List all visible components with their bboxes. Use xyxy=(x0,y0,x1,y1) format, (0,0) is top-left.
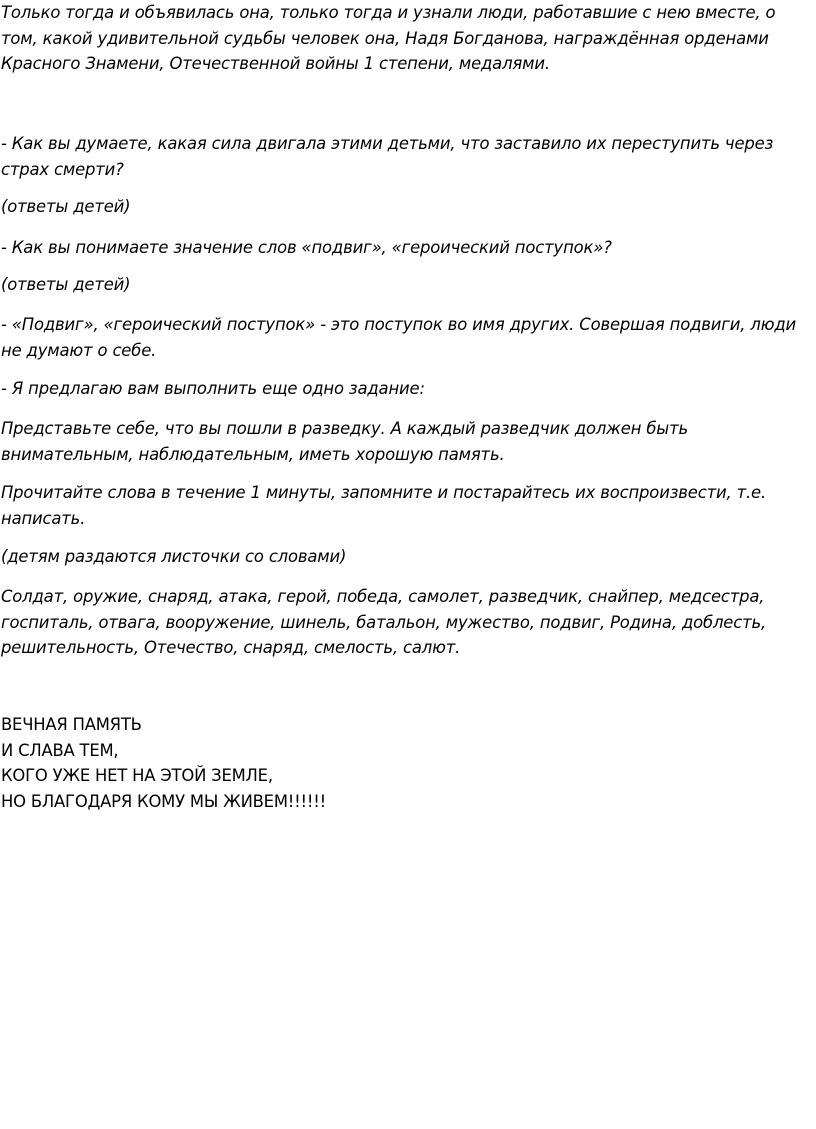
paragraph-task-intro: - Я предлагаю вам выполнить еще одно задание: xyxy=(1,379,425,398)
paragraph-children-answers: (ответы детей) xyxy=(1,197,131,216)
paragraph-read-words: Прочитайте слова в течение 1 минуты, запомните и постарайтесь их воспроизвести, т.е. написать. xyxy=(1,483,767,528)
memorial-verse xyxy=(1,712,326,814)
paragraph-children-answers-2: (ответы детей) xyxy=(1,275,131,294)
paragraph-question-strength: - Как вы думаете, какая сила двигала этими детьми, что заставило их переступить через страх смерти? xyxy=(1,134,774,179)
paragraph-question-feat: - Как вы понимаете значение слов «подвиг», «героический поступок»? xyxy=(1,238,612,257)
paragraph-word-list: Солдат, оружие, снаряд, атака, герой, победа, самолет, разведчик, снайпер, медсестра, госпиталь, отвага, вооружение, шинель, батальон, мужество, подвиг, Родина, доблесть, решительность, Отечество, снаряд, смелость, салют. xyxy=(1,587,767,657)
memorial-line: ВЕЧНАЯ ПАМЯТЬ xyxy=(1,715,142,734)
paragraph-imagine-recon: Представьте себе, что вы пошли в разведку. А каждый разведчик должен быть внимательным, наблюдательным, иметь хорошую память. xyxy=(1,419,688,464)
memorial-line: НО БЛАГОДАРЯ КОМУ МЫ ЖИВЕМ!!!!!! xyxy=(1,791,326,811)
paragraph-feat-definition: - «Подвиг», «героический поступок» - это поступок во имя других. Совершая подвиги, люди не думают о себе. xyxy=(1,315,797,360)
paragraph-intro: Только тогда и объявилась она, только тогда и узнали люди, работавшие с нею вместе, о том, какой удивительной судьбы человек она, Надя Богданова, награждённая орденами Красного Знамени, Отечественной войны 1 степени, медалями. xyxy=(1,3,776,73)
paragraph-sheets-handed: (детям раздаются листочки со словами) xyxy=(1,547,347,566)
memorial-line: КОГО УЖЕ НЕТ НА ЭТОЙ ЗЕМЛЕ, xyxy=(1,766,273,785)
memorial-line: И СЛАВА ТЕМ, xyxy=(1,740,119,760)
